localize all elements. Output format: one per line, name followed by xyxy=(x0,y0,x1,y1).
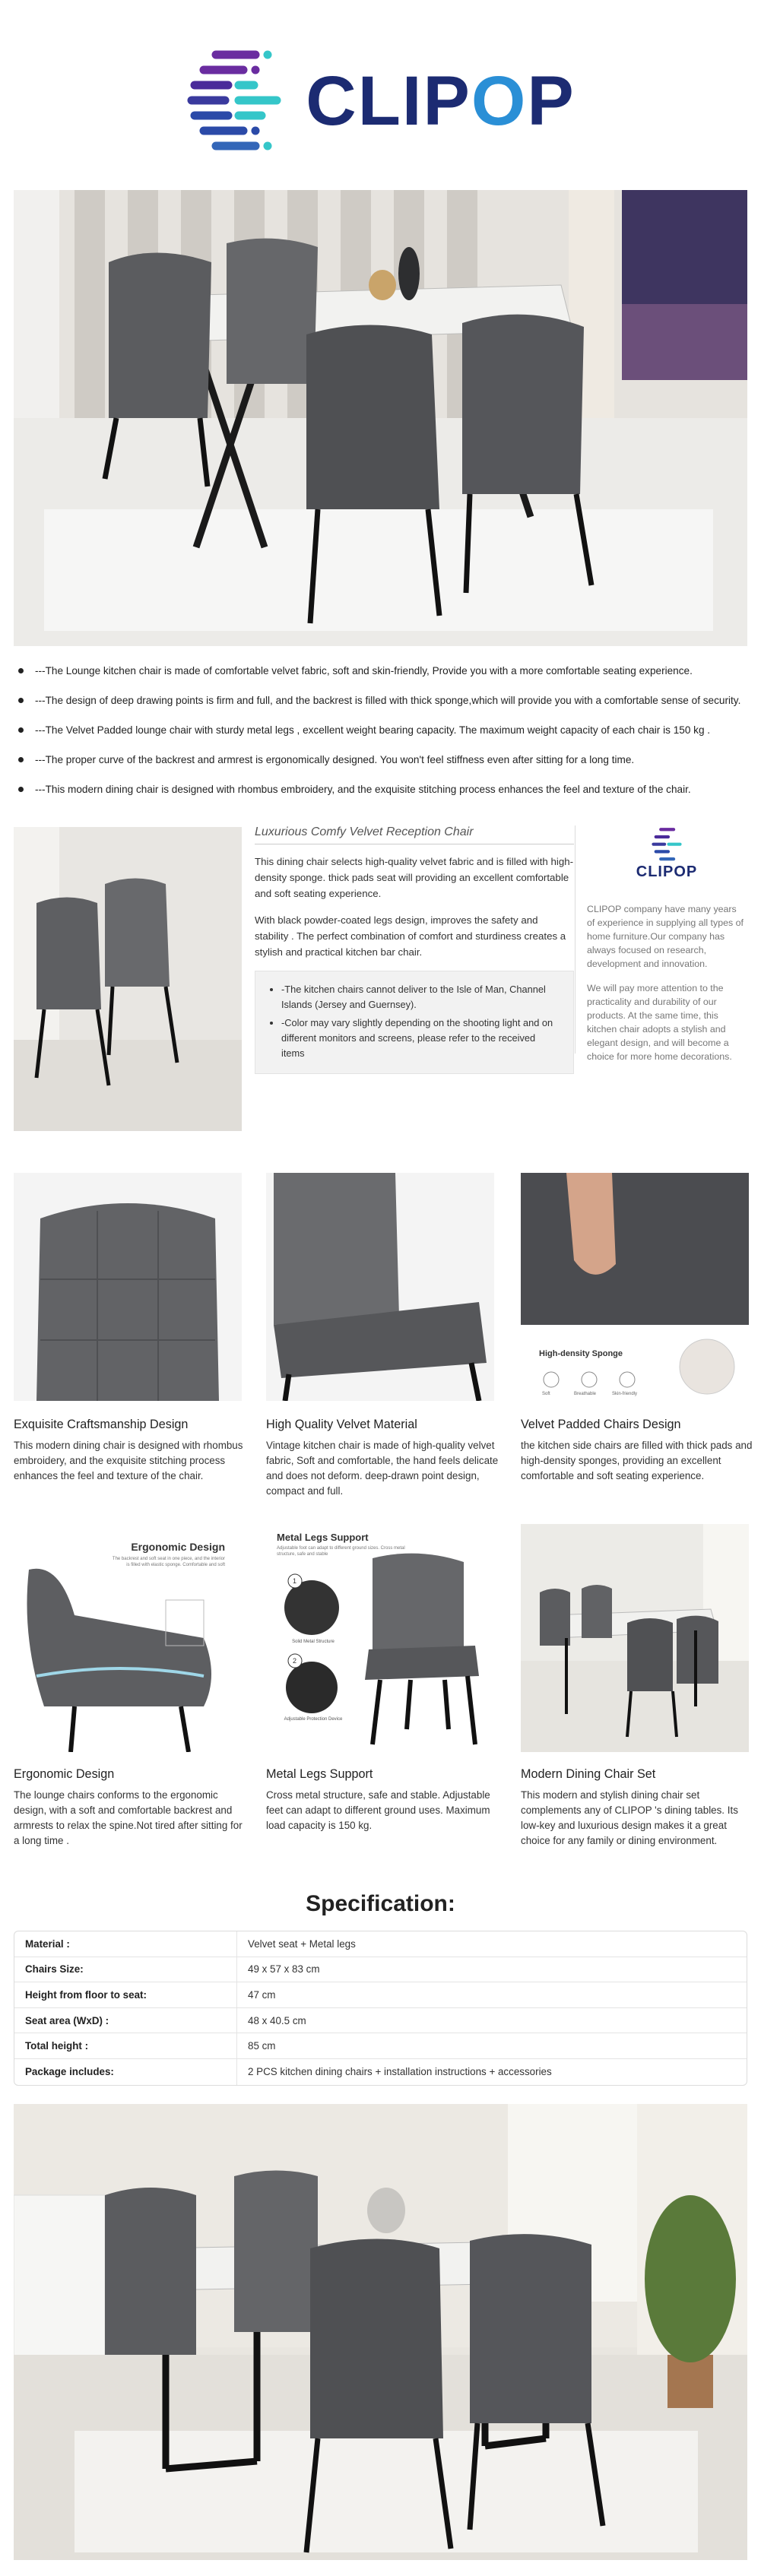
feature-title: Metal Legs Support xyxy=(266,1767,373,1781)
spec-table xyxy=(14,1931,747,2086)
reception-title: Luxurious Comfy Velvet Reception Chair xyxy=(255,825,574,844)
ergo-image-subtitle: The backrest and soft seat in one piece, and the interior is filled with elastic sponge. Comfortable and soft xyxy=(112,1557,225,1567)
spec-value: 47 cm xyxy=(236,1982,747,2007)
reception-note-item: • -Color may vary slightly depending on the shooting light and on different monitors and screens, please refer to the received items xyxy=(281,1016,561,1061)
feature-description: Cross metal structure, safe and stable. Adjustable feet can adapt to different ground uses. Maximum load capacity is 150 kg. xyxy=(266,1789,490,1831)
spec-key: Total height : xyxy=(25,2040,89,2052)
feature-description: This modern and stylish dining chair set complements any of CLIPOP 's dining tables. Its low-key and luxurious design makes it a great choice for any family or dining environment. xyxy=(521,1789,738,1846)
brand-mini-logo-icon xyxy=(651,827,683,862)
brand-info-paragraph: We will pay more attention to the practicality and durability of our products. At the same time, this kitchen chair adopts a stylish and elegant design, and will become a choice for more home decorations. xyxy=(587,983,732,1062)
spec-key: Chairs Size: xyxy=(25,1963,84,1976)
spec-row xyxy=(14,1931,747,1957)
reception-note-item: • -The kitchen chairs cannot deliver to the Isle of Man, Channel Islands (Jersey and Guernsey). xyxy=(281,982,561,1012)
velvet-material-image xyxy=(266,1173,494,1401)
sponge-label: High-density Sponge xyxy=(539,1349,623,1358)
bullet-item: ---The design of deep drawing points is firm and full, and the backrest is filled with thick sponge,which will provide you with a comfortable sense of security. xyxy=(14,692,747,708)
feature-title: Velvet Padded Chairs Design xyxy=(521,1418,681,1431)
dining-set-image xyxy=(521,1524,749,1752)
spec-key: Package includes: xyxy=(25,2066,114,2078)
spec-row xyxy=(14,1957,747,1983)
reception-chair-panel xyxy=(255,825,574,1074)
spec-value: Velvet seat + Metal legs xyxy=(236,1931,747,1957)
brand-mini-name: CLIPOP xyxy=(636,863,698,880)
spec-heading: Specification: xyxy=(306,1891,455,1916)
legs-image-subtitle: Adjustable foot can adapt to different ground sizes. Cross metal structure, safe and stable xyxy=(277,1546,405,1557)
legs-image-number: 2 xyxy=(293,1657,297,1665)
bullet-item: ---The Lounge kitchen chair is made of comfortable velvet fabric, soft and skin-friendly, Provide you with a more comfortable seating experience. xyxy=(14,663,747,679)
legs-image-number: 1 xyxy=(293,1577,297,1585)
spec-key: Material : xyxy=(25,1938,70,1950)
legs-image-label: Solid Metal Structure xyxy=(292,1640,335,1644)
metal-legs-image xyxy=(266,1524,494,1752)
feature-title: Modern Dining Chair Set xyxy=(521,1767,656,1781)
feature-description: This modern dining chair is designed with rhombus embroidery, and the exquisite stitching process enhances the feel and texture of the chair. xyxy=(14,1440,243,1481)
reception-paragraph: This dining chair selects high-quality velvet fabric and is filled with high-density sponge. thick pads seat will providing an excellent comfortable and soft seating experience. xyxy=(255,856,574,899)
bottom-dining-set-image xyxy=(14,2104,747,2560)
reception-notes xyxy=(255,971,574,1074)
feature-description: Vintage kitchen chair is made of high-quality velvet fabric, Soft and comfortable, the hand feels delicate and does not deform. deep-drawn point design, compact and full. xyxy=(266,1440,499,1497)
spec-row xyxy=(14,2033,747,2059)
hero-dining-set-image xyxy=(14,190,747,646)
sponge-icon-label: Soft xyxy=(542,1392,550,1396)
divider xyxy=(575,825,576,1054)
spec-key: Height from floor to seat: xyxy=(25,1988,147,2001)
feature-description: The lounge chairs conforms to the ergonomic design, with a soft and comfortable backrest and armrests to relax the spine.Not tired after sitting for a long time . xyxy=(14,1789,243,1846)
reception-paragraph: With black powder-coated legs design, improves the safety and stability . The perfect combination of comfort and sturdiness creates a stylish and practical kitchen bar chair. xyxy=(255,914,566,958)
spec-value: 2 PCS kitchen dining chairs + installation instructions + accessories xyxy=(236,2059,747,2085)
legs-image-label: Adjustable Protection Device xyxy=(284,1717,343,1722)
sponge-icon-label: Breathable xyxy=(574,1392,597,1396)
spec-value: 49 x 57 x 83 cm xyxy=(236,1957,747,1982)
bullet-item: ---This modern dining chair is designed with rhombus embroidery, and the exquisite stitching process enhances the feel and texture of the chair. xyxy=(14,781,747,797)
feature-title: High Quality Velvet Material xyxy=(266,1418,417,1431)
ergonomic-design-image xyxy=(14,1524,242,1752)
ergo-image-title: Ergonomic Design xyxy=(131,1541,225,1553)
bullet-item: ---The proper curve of the backrest and armrest is ergonomically designed. You won't feel stiffness even after sitting for a long time. xyxy=(14,752,747,768)
spec-row xyxy=(14,1982,747,2008)
two-chairs-image xyxy=(14,827,242,1131)
brand-info-paragraph: CLIPOP company have many years of experience in supplying all types of home furniture.Our company has always focused on research, development and innovation. xyxy=(587,904,744,969)
brand-info-panel xyxy=(587,827,747,1063)
feature-description: the kitchen side chairs are filled with thick pads and high-density sponges, providing an excellent comfortable and soft seating experience. xyxy=(521,1440,753,1481)
feature-title: Exquisite Craftsmanship Design xyxy=(14,1418,189,1431)
craftsmanship-closeup-image xyxy=(14,1173,242,1401)
brand-logo-mark-icon xyxy=(185,47,283,155)
padded-seat-image xyxy=(521,1173,749,1401)
brand-logo-wordmark: CLIPOP xyxy=(306,62,576,140)
sponge-icon-label: Skin-friendly xyxy=(612,1392,638,1396)
spec-key: Seat area (WxD) : xyxy=(25,2014,109,2026)
spec-row xyxy=(14,2059,747,2085)
feature-title: Ergonomic Design xyxy=(14,1767,115,1781)
brand-logo xyxy=(0,44,761,158)
spec-value: 48 x 40.5 cm xyxy=(236,2008,747,2033)
spec-row xyxy=(14,2008,747,2034)
spec-value: 85 cm xyxy=(236,2033,747,2058)
feature-bullet-list xyxy=(14,663,747,811)
legs-image-title: Metal Legs Support xyxy=(277,1532,369,1543)
bullet-item: ---The Velvet Padded lounge chair with sturdy metal legs , excellent weight bearing capacity. The maximum weight capacity of each chair is 150 kg . xyxy=(14,722,747,738)
